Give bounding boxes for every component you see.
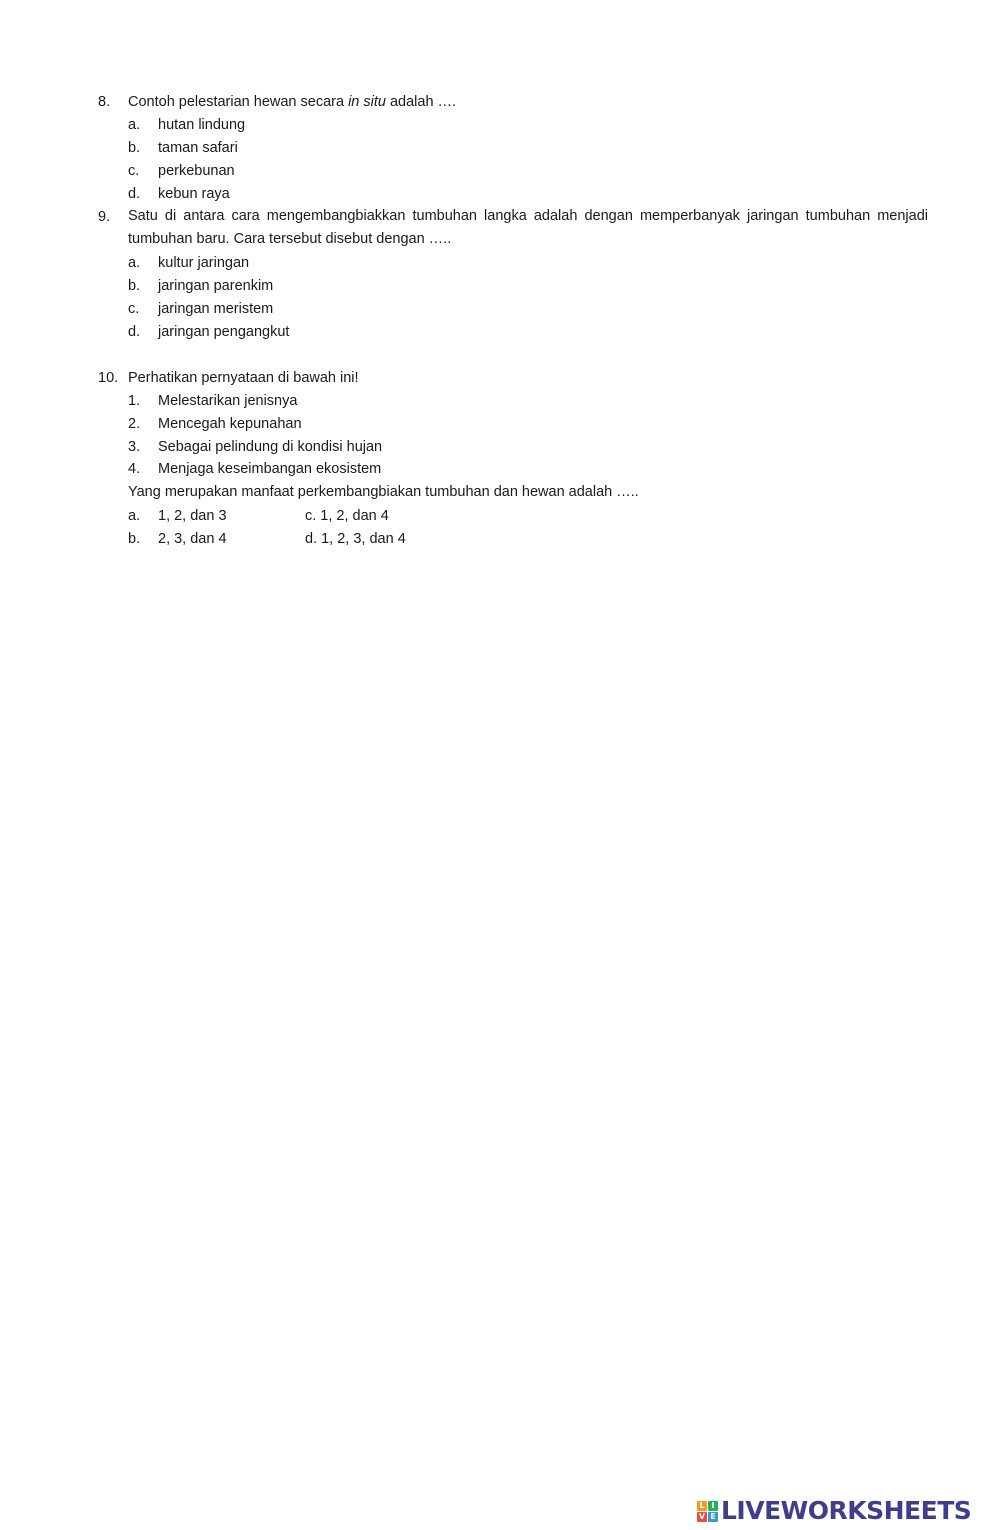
option-label: c. bbox=[128, 301, 140, 317]
statement-number: 3. bbox=[128, 439, 141, 455]
logo-text: LIVEWORKSHEETS bbox=[721, 1496, 972, 1525]
logo-letter-l: L bbox=[697, 1501, 707, 1511]
option-text[interactable]: kebun raya bbox=[158, 186, 230, 202]
logo-mark-icon bbox=[697, 1501, 718, 1522]
option-label: b. bbox=[128, 140, 141, 156]
statement-text: Mencegah kepunahan bbox=[158, 416, 302, 432]
statement-text: Melestarikan jenisnya bbox=[158, 393, 298, 409]
option-text[interactable]: taman safari bbox=[158, 140, 238, 156]
logo-letter-e: E bbox=[708, 1512, 718, 1522]
question-prompt: Yang merupakan manfaat perkembangbiakan tumbuhan dan hewan adalah ….. bbox=[128, 484, 639, 500]
option-label: a. bbox=[128, 117, 141, 133]
option-text[interactable]: kultur jaringan bbox=[158, 255, 250, 271]
option-label: a. bbox=[128, 508, 141, 524]
option-text[interactable]: jaringan meristem bbox=[158, 301, 274, 317]
option-text[interactable]: c. 1, 2, dan 4 bbox=[305, 508, 389, 524]
option-text[interactable]: hutan lindung bbox=[158, 117, 246, 133]
option-text[interactable]: d. 1, 2, 3, dan 4 bbox=[305, 531, 406, 547]
statement-text: Sebagai pelindung di kondisi hujan bbox=[158, 439, 383, 455]
statement-number: 2. bbox=[128, 416, 141, 432]
option-label: d. bbox=[128, 186, 141, 202]
option-text[interactable]: 2, 3, dan 4 bbox=[158, 531, 227, 547]
question-text: Perhatikan pernyataan di bawah ini! bbox=[128, 370, 359, 386]
option-label: b. bbox=[128, 278, 141, 294]
option-label: d. bbox=[128, 324, 141, 340]
statement-number: 1. bbox=[128, 393, 141, 409]
statement-number: 4. bbox=[128, 461, 141, 477]
question-number: 8. bbox=[98, 94, 111, 110]
option-label: b. bbox=[128, 531, 141, 547]
logo-letter-i: I bbox=[708, 1501, 718, 1511]
question-number: 9. bbox=[98, 209, 111, 225]
liveworksheets-logo[interactable] bbox=[697, 1496, 971, 1526]
option-label: c. bbox=[128, 163, 140, 179]
question-number: 10. bbox=[98, 370, 119, 386]
option-text[interactable]: jaringan parenkim bbox=[158, 278, 274, 294]
option-text[interactable]: 1, 2, dan 3 bbox=[158, 508, 227, 524]
question-text: Satu di antara cara mengembangbiakkan tumbuhan langka adalah dengan memperbanyak jaringan tumbuhan menjadi tumbuhan baru. Cara tersebut disebut dengan ….. bbox=[128, 208, 928, 247]
statement-text: Menjaga keseimbangan ekosistem bbox=[158, 461, 382, 477]
question-text: Contoh pelestarian hewan secara in situ adalah …. bbox=[128, 94, 457, 110]
option-label: a. bbox=[128, 255, 141, 271]
option-text[interactable]: jaringan pengangkut bbox=[158, 324, 290, 340]
logo-letter-v: V bbox=[698, 1511, 706, 1521]
option-text[interactable]: perkebunan bbox=[158, 163, 235, 179]
